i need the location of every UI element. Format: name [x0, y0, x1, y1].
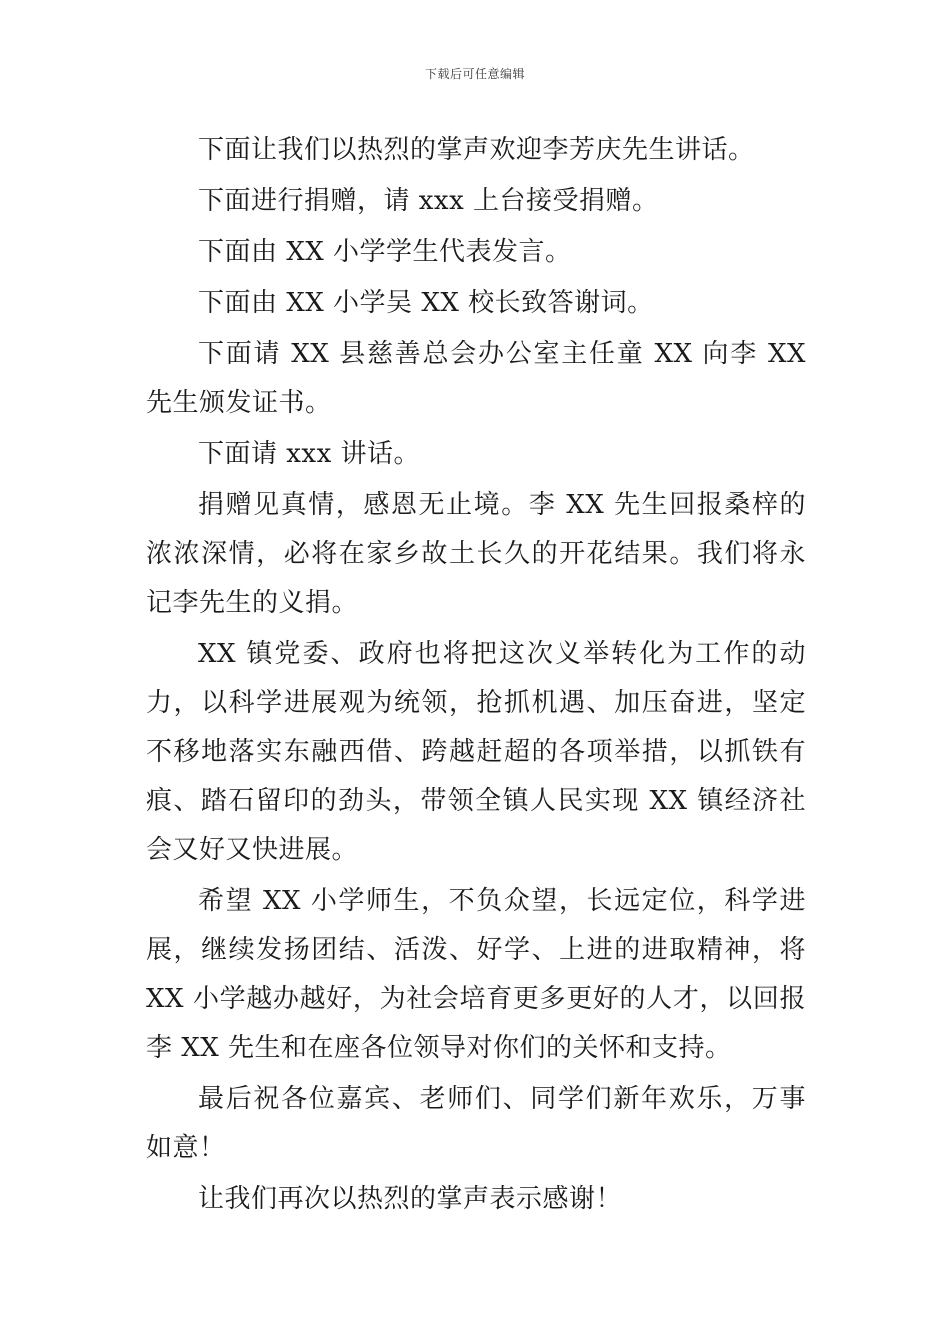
- paragraph: XX 镇党委、政府也将把这次义举转化为工作的动力，以科学进展观为统领，抢抓机遇、加压奋进，坚定不移地落实东融西借、跨越赶超的各项举措，以抓铁有痕、踏石留印的劲头，带领全镇人民实现 XX 镇经济社会又好又快进展。: [146, 639, 806, 865]
- paragraph: 下面请 XX 县慈善总会办公室主任童 XX 向李 XX 先生颁发证书。: [146, 339, 806, 418]
- document-body: [146, 126, 806, 1226]
- paragraph: 让我们再次以热烈的掌声表示感谢！: [198, 1184, 623, 1214]
- paragraph: 希望 XX 小学师生，不负众望，长远定位，科学进展，继续发扬团结、活泼、好学、上进的进取精神，将 XX 小学越办越好，为社会培育更多更好的人才，以回报李 XX 先生和在座各位领导对你们的关怀和支持。: [146, 886, 806, 1063]
- paragraph: 最后祝各位嘉宾、老师们、同学们新年欢乐，万事如意！: [146, 1084, 806, 1163]
- paragraph: 下面请 xxx 讲话。: [198, 439, 421, 469]
- paragraph: 捐赠见真情，感恩无止境。李 XX 先生回报桑梓的浓浓深情，必将在家乡故土长久的开花结果。我们将永记李先生的义捐。: [146, 490, 806, 618]
- paragraph: 下面由 XX 小学学生代表发言。: [198, 237, 572, 267]
- paragraph: 下面由 XX 小学吴 XX 校长致答谢词。: [198, 288, 654, 318]
- paragraph: 下面让我们以热烈的掌声欢迎李芳庆先生讲话。: [198, 135, 755, 165]
- paragraph: 下面进行捐赠，请 xxx 上台接受捐赠。: [198, 186, 659, 216]
- page-header-note: 下载后可任意编辑: [424, 67, 525, 81]
